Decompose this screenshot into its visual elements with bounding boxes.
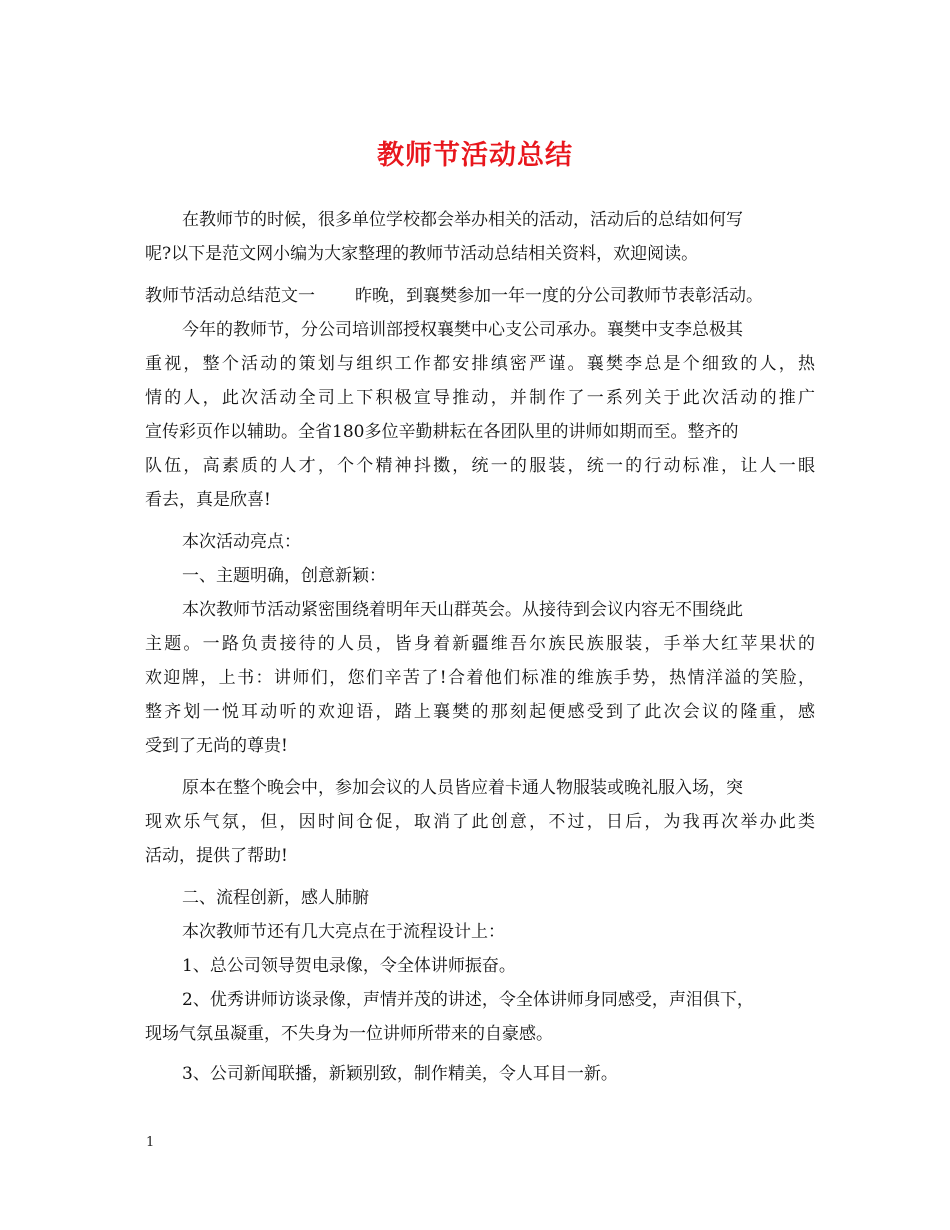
list-item: 3、公司新闻联播，新颖别致，制作精美，令人耳目一新。 — [182, 1064, 618, 1084]
list-item: 2、优秀讲师访谈录像，声情并茂的讲述，令全体讲师身同感受，声泪俱下， — [182, 990, 754, 1010]
paragraph-line: 主题。一路负责接待的人员，皆身着新疆维吾尔族民族服装，手举大红苹果状的 — [145, 634, 815, 654]
section-heading: 教师节活动总结范文一 — [145, 286, 315, 306]
paragraph-line — [145, 284, 815, 308]
paragraph-line: 本次教师节活动紧密围绕着明年天山群英会。从接待到会议内容无不围绕此 — [182, 600, 743, 620]
paragraph-line: 原本在整个晚会中，参加会议的人员皆应着卡通人物服装或晚礼服入场，突 — [182, 778, 743, 798]
paragraph-line: 受到了无尚的尊贵! — [145, 736, 288, 756]
document-title: 教师节活动总结 — [377, 140, 573, 171]
paragraph-line: 今年的教师节，分公司培训部授权襄樊中心支公司承办。襄樊中支李总极其 — [182, 320, 743, 340]
paragraph-line: 队伍，高素质的人才，个个精神抖擞，统一的服装，统一的行动标准，让人一眼 — [145, 456, 815, 476]
paragraph-line: 本次活动亮点： — [182, 532, 301, 552]
list-item: 1、总公司领导贺电录像，令全体讲师振奋。 — [182, 956, 516, 976]
paragraph-line: 重视，整个活动的策划与组织工作都安排缜密严谨。襄樊李总是个细致的人，热 — [145, 354, 815, 374]
paragraph-line: 呢?以下是范文网小编为大家整理的教师节活动总结相关资料，欢迎阅读。 — [145, 244, 699, 264]
paragraph-line: 欢迎牌，上书：讲师们，您们辛苦了!合着他们标准的维族手势，热情洋溢的笑脸， — [145, 668, 815, 688]
paragraph-line: 情的人，此次活动全司上下积极宣导推动，并制作了一系列关于此次活动的推广 — [145, 388, 815, 408]
paragraph-line: 二、流程创新，感人肺腑 — [182, 888, 369, 908]
paragraph-line: 看去，真是欣喜! — [145, 490, 271, 510]
paragraph-line: 现欢乐气氛，但，因时间仓促，取消了此创意，不过，日后，为我再次举办此类 — [145, 812, 815, 832]
paragraph-line: 本次教师节还有几大亮点在于流程设计上： — [182, 922, 505, 942]
paragraph-line: 整齐划一悦耳动听的欢迎语，踏上襄樊的那刻起便感受到了此次会议的隆重，感 — [145, 702, 815, 722]
paragraph-text: 昨晚，到襄樊参加一年一度的分公司教师节表彰活动。 — [355, 286, 763, 306]
paragraph-line: 现场气氛虽凝重，不失身为一位讲师所带来的自豪感。 — [145, 1024, 553, 1044]
page-number: 1 — [146, 1135, 155, 1150]
paragraph-line: 宣传彩页作以辅助。全省180多位辛勤耕耘在各团队里的讲师如期而至。整齐的 — [145, 422, 739, 442]
paragraph-line: 活动，提供了帮助! — [145, 846, 288, 866]
paragraph-line: 一、主题明确，创意新颖： — [182, 566, 386, 586]
paragraph-line: 在教师节的时候，很多单位学校都会举办相关的活动，活动后的总结如何写 — [182, 210, 743, 230]
